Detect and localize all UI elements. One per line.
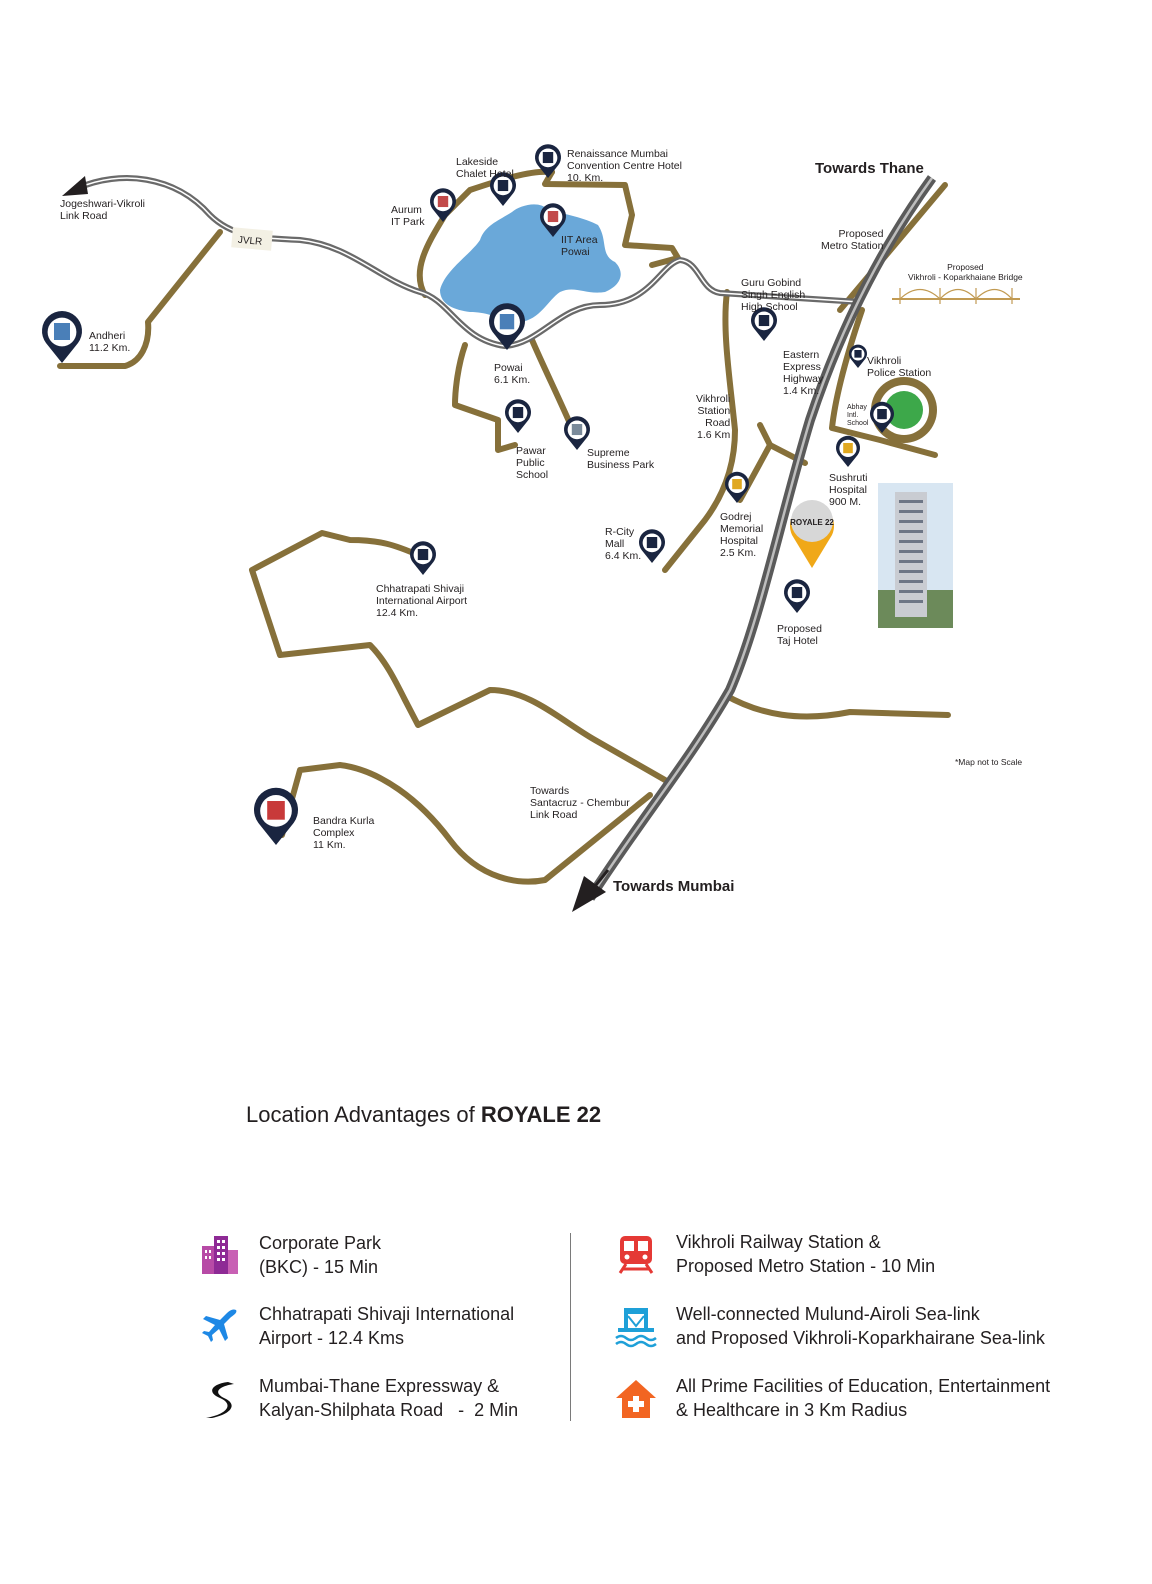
rcity-label: R-City Mall 6.4 Km. (605, 526, 642, 562)
supreme-pin[interactable] (564, 416, 590, 450)
jvlr-road-label: Jogeshwari-Vikroli Link Road (60, 198, 146, 222)
pawar-pin[interactable] (505, 399, 531, 433)
towards-mumbai-label: Towards Mumbai (613, 878, 735, 895)
rcity-pin[interactable] (639, 529, 665, 563)
column-divider (570, 1233, 571, 1421)
taj-label: Proposed Taj Hotel (777, 623, 822, 647)
supreme-label: Supreme Business Park (587, 447, 655, 471)
lakeside-label: Lakeside Chalet Hotel (456, 156, 514, 180)
vikhroli-police-label: Vikhroli Police Station (867, 355, 932, 379)
airplane-icon (198, 1304, 242, 1348)
proposed-metro-label: Proposed Metro Station (821, 228, 884, 252)
guru-gobind-label: Guru Gobind Singh English High School (741, 277, 806, 313)
office-building-icon (198, 1232, 242, 1276)
map-pins (42, 144, 894, 845)
advantage-airport: Chhatrapati Shivaji International Airport - 12.4 Kms (259, 1304, 515, 1348)
aurum-pin[interactable] (430, 188, 456, 222)
godrej-label: Godrej Memorial Hospital 2.5 Km. (720, 511, 764, 559)
abhay-label: Abhay Intl. School (847, 404, 869, 427)
towards-thane-label: Towards Thane (815, 160, 924, 177)
royale-22-pin-label: ROYALE 22 (790, 518, 834, 527)
eastern-express-label: Eastern Express Highway 1.4 Km. (783, 349, 824, 397)
proposed-bridge-label: Proposed Vikhroli - Koparkhaiane Bridge (908, 262, 1023, 282)
pawar-label: Pawar Public School (516, 445, 549, 481)
title-brand: ROYALE 22 (480, 1102, 602, 1127)
andheri-label: Andheri 11.2 Km. (89, 330, 131, 354)
airport-pin[interactable] (410, 541, 436, 575)
advantage-expressway: Mumbai-Thane Expressway & Kalyan-Shilphata Road - 2 Min (259, 1376, 519, 1420)
healthcare-home-icon (614, 1378, 658, 1422)
royale-22-pin[interactable] (790, 500, 834, 568)
royale-22-building-image (878, 483, 953, 628)
renaissance-label: Renaissance Mumbai Convention Centre Hotel 10. Km. (567, 148, 682, 184)
sushruti-label: Sushruti Hospital 900 M. (829, 472, 868, 508)
advantage-facilities: All Prime Facilities of Education, Entertainment & Healthcare in 3 Km Radius (676, 1376, 1051, 1420)
advantage-corporate-park: Corporate Park (BKC) - 15 Min (259, 1233, 382, 1277)
bkc-pin[interactable] (254, 788, 298, 845)
sushruti-pin[interactable] (836, 436, 860, 467)
vikhroli-police-pin[interactable] (849, 345, 867, 368)
not-to-scale-note: *Map not to Scale (955, 757, 1023, 767)
airport-label: Chhatrapati Shivaji International Airport 12.4 Km. (376, 583, 468, 619)
bkc-label: Bandra Kurla Complex 11 Km. (313, 815, 375, 851)
aurum-label: Aurum IT Park (391, 204, 425, 228)
scl-road-label: Towards Santacruz - Chembur Link Road (530, 785, 630, 821)
title-prefix: Location Advantages of (246, 1102, 481, 1127)
location-advantages-title (246, 1102, 601, 1128)
godrej-pin[interactable] (725, 472, 749, 503)
taj-pin[interactable] (784, 579, 810, 613)
andheri-pin[interactable] (42, 311, 82, 363)
vikhroli-station-road-label: Vikhroli Station Road 1.6 Km (696, 393, 731, 441)
train-icon (614, 1232, 658, 1276)
powai-label: Powai 6.1 Km. (494, 362, 531, 386)
jvlr-tag-text: JVLR (237, 234, 263, 248)
advantage-sea-link: Well-connected Mulund-Airoli Sea-link and Proposed Vikhroli-Koparkhairane Sea-link (676, 1304, 1045, 1348)
koparkhairane-bridge-icon (892, 288, 1020, 304)
winding-road-icon (198, 1378, 242, 1422)
iit-label: IIT Area Powai (561, 234, 598, 258)
jvlr-arrowhead (62, 176, 88, 196)
advantage-railway: Vikhroli Railway Station & Proposed Metro Station - 10 Min (676, 1232, 936, 1276)
sea-link-bridge-icon (614, 1304, 658, 1348)
